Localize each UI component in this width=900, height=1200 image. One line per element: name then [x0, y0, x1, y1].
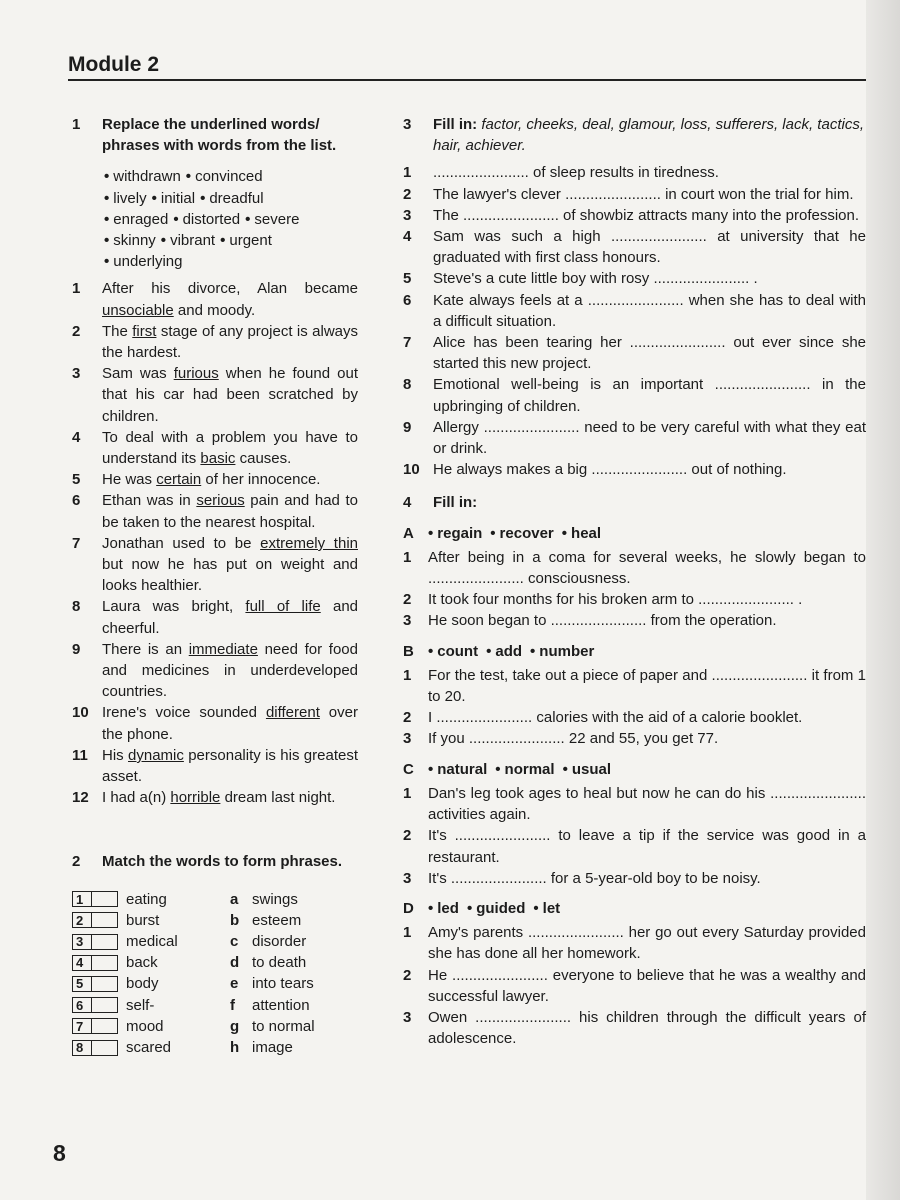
sentence — [403, 825, 866, 867]
word-list-word: enraged — [113, 210, 169, 228]
sentence-number: 10 — [403, 461, 420, 479]
sentence — [403, 707, 866, 728]
sentence — [403, 728, 866, 749]
sentence-text — [102, 363, 358, 427]
match-row — [72, 931, 358, 952]
sentence-text: Steve's a cute little boy with rosy ....................... . — [433, 270, 758, 288]
sentence-part: dream last night. — [220, 789, 336, 807]
sentence-text: The lawyer's clever ....................... in court won the trial for him. — [433, 185, 854, 203]
sentence — [403, 226, 866, 268]
sentence-text — [102, 702, 358, 744]
word-list-line — [104, 166, 358, 187]
group-option — [495, 759, 554, 780]
word-list-line — [104, 251, 358, 272]
word-list-item — [161, 232, 215, 249]
match-row — [72, 1016, 358, 1037]
sentence-number: 5 — [403, 270, 412, 288]
exercise-3-title-words: factor, cheeks, deal, glamour, loss, sufferers, lack, tactics, hair, achiever. — [433, 116, 864, 155]
sentence-number: 3 — [403, 730, 412, 748]
answer-box[interactable] — [92, 912, 118, 928]
sentence-text: Allergy ....................... need to be very careful with what they eat or drink. — [433, 418, 866, 458]
sentence-part: Irene's voice sounded — [102, 704, 266, 722]
match-letter: h — [230, 1039, 240, 1057]
module-header — [68, 53, 866, 81]
exercise-1-number: 1 — [72, 116, 81, 133]
sentence-text: ....................... of sleep results in tiredness. — [433, 164, 719, 182]
word-list-word: skinny — [113, 232, 156, 250]
bullet-icon: • — [151, 189, 157, 207]
sentence-text: It took four months for his broken arm to ....................... . — [428, 591, 803, 609]
word-list-item — [245, 211, 299, 228]
sentence — [403, 589, 866, 610]
group-option — [562, 523, 601, 544]
sentence-text — [102, 745, 358, 787]
underlined-phrase: furious — [173, 365, 219, 383]
exercise-3-sentences — [403, 162, 866, 480]
match-left-word: back — [126, 954, 158, 972]
match-letter: c — [230, 933, 239, 951]
sentence — [403, 184, 866, 205]
sentence-number: 1 — [403, 164, 412, 182]
word-list-item — [104, 232, 156, 249]
match-left-word: eating — [126, 890, 167, 908]
sentence — [72, 702, 358, 744]
sentence-part: To deal with a problem you have to understand its — [102, 428, 358, 468]
group-option — [490, 523, 553, 544]
match-number-box: 8 — [72, 1040, 92, 1056]
sentence — [403, 868, 866, 889]
sentence — [403, 459, 866, 480]
sentence — [403, 783, 866, 825]
bullet-icon: • — [428, 899, 434, 917]
sentence — [72, 427, 358, 469]
sentence-part: pain and had to be taken to the nearest hospital. — [102, 492, 359, 531]
exercise-4-number: 4 — [403, 494, 412, 512]
sentence-number: 2 — [403, 966, 412, 984]
word-list-word: convinced — [195, 168, 263, 186]
sentence-number: 6 — [72, 492, 81, 510]
sentence-text — [102, 787, 358, 808]
answer-box[interactable] — [92, 1040, 118, 1056]
group-option — [467, 898, 525, 919]
sentence-text: He always makes a big ....................... out of nothing. — [433, 461, 787, 479]
sentence-number: 2 — [403, 709, 412, 727]
bullet-icon: • — [104, 253, 110, 271]
sentence — [72, 639, 358, 703]
word-list-item — [104, 211, 168, 228]
word-list-line — [104, 188, 358, 209]
match-right-word: to death — [252, 954, 307, 972]
match-row — [72, 995, 358, 1016]
option-word: natural — [437, 760, 488, 778]
sentence-part: After his divorce, Alan became — [102, 280, 358, 298]
sentence-part: when he found out that his car had been scratched by children. — [102, 365, 358, 425]
sentence — [72, 278, 358, 320]
word-list-word: dreadful — [209, 189, 264, 207]
option-word: regain — [437, 524, 483, 542]
sentence-part: Ethan was in — [102, 492, 197, 510]
sentence — [72, 469, 358, 490]
word-list-item — [104, 253, 182, 270]
match-letter: a — [230, 890, 239, 908]
page-edge — [866, 0, 900, 1200]
word-list-word: severe — [254, 210, 300, 228]
match-number-box: 5 — [72, 976, 92, 992]
exercise-4-groups — [403, 523, 866, 1050]
bullet-icon: • — [486, 642, 492, 660]
group-heading — [403, 523, 866, 544]
match-number-box: 3 — [72, 934, 92, 950]
word-list-line — [104, 209, 358, 230]
answer-box[interactable] — [92, 891, 118, 907]
answer-box[interactable] — [92, 976, 118, 992]
sentence-number: 1 — [403, 548, 412, 566]
sentence-text: I ....................... calories with the aid of a calorie booklet. — [428, 709, 803, 727]
sentence-part: need for food and medicines in underdeveloped countries. — [102, 640, 358, 701]
bullet-icon: • — [104, 189, 110, 207]
match-right-word: swings — [252, 890, 298, 908]
sentence-number: 2 — [403, 185, 412, 203]
sentence-number: 1 — [403, 924, 412, 942]
sentence — [72, 363, 358, 427]
sentence-part: and moody. — [173, 301, 256, 319]
sentence-number: 3 — [403, 1008, 412, 1026]
sentence-part: of her innocence. — [201, 471, 321, 489]
left-column — [72, 114, 358, 1058]
sentence-number: 9 — [72, 640, 81, 658]
sentence-text: If you ....................... 22 and 55, you get 77. — [428, 730, 719, 748]
exercise-3-heading — [403, 114, 866, 156]
option-word: led — [437, 899, 459, 917]
underlined-phrase: different — [265, 704, 320, 722]
sentence-text: Owen ....................... his children through the difficult years of adolescence. — [428, 1008, 866, 1048]
word-list-word: initial — [160, 189, 196, 207]
module-title: Module 2 — [68, 53, 160, 76]
underlined-phrase: first — [132, 322, 157, 340]
match-right-word: attention — [252, 996, 310, 1014]
sentence — [72, 533, 358, 597]
sentence-part: Laura was bright, — [102, 598, 246, 616]
sentence-number: 3 — [403, 869, 412, 887]
match-right-word: into tears — [252, 975, 314, 993]
sentence-number: 1 — [403, 666, 412, 684]
group-option — [428, 523, 482, 544]
sentence — [403, 665, 866, 707]
match-letter: e — [230, 975, 239, 993]
sentence-part: Sam was — [102, 365, 174, 383]
group-heading — [403, 759, 866, 780]
match-right-word: image — [252, 1039, 293, 1057]
bullet-icon: • — [562, 760, 568, 778]
underlined-phrase: dynamic — [128, 746, 184, 764]
sentence-text: Kate always feels at a ....................... when she has to deal with a difficult situation. — [433, 291, 866, 330]
match-row — [72, 910, 358, 931]
sentence — [403, 290, 866, 332]
sentence-text: For the test, take out a piece of paper and ....................... it from 1 to 20. — [428, 666, 866, 706]
match-right-word: to normal — [252, 1017, 315, 1035]
match-row — [72, 1037, 358, 1058]
sentence-number: 7 — [72, 534, 81, 552]
bullet-icon: • — [245, 210, 251, 228]
underlined-phrase: serious — [196, 492, 245, 510]
match-number-box: 6 — [72, 997, 92, 1013]
sentence-number: 4 — [72, 428, 81, 446]
bullet-icon: • — [104, 232, 110, 250]
sentence — [403, 162, 866, 183]
match-letter: b — [230, 911, 240, 929]
sentence-part: but now he has put on weight and looks healthier. — [102, 556, 358, 595]
sentence-number: 8 — [72, 598, 81, 616]
exercise-3-title-label: Fill in: — [433, 116, 482, 133]
sentence-number: 10 — [72, 704, 89, 722]
match-left-word: self- — [126, 996, 155, 1014]
word-list-word: underlying — [113, 253, 183, 271]
sentence-part: stage of any project is always the hardest. — [102, 322, 358, 362]
match-row — [72, 889, 358, 910]
underlined-phrase: horrible — [170, 789, 221, 807]
sentence — [72, 596, 358, 638]
sentence-text: Sam was such a high ....................... at university that he graduated with first class honours. — [433, 228, 866, 267]
bullet-icon: • — [160, 232, 167, 250]
answer-box[interactable] — [92, 1018, 118, 1034]
group-option — [533, 898, 560, 919]
answer-box[interactable] — [92, 997, 118, 1013]
sentence-number: 8 — [403, 376, 412, 394]
sentence-text: Amy's parents ....................... her go out every Saturday provided she has done all her homework. — [428, 924, 866, 963]
sentence-text — [102, 278, 358, 320]
right-column — [403, 114, 866, 1049]
bullet-icon: • — [428, 642, 434, 660]
answer-box[interactable] — [92, 955, 118, 971]
sentence-number: 3 — [403, 206, 412, 224]
word-list-word: withdrawn — [113, 168, 181, 186]
underlined-phrase: extremely thin — [260, 534, 358, 552]
match-number-box: 2 — [72, 912, 92, 928]
sentence-text — [102, 533, 358, 597]
option-word: let — [542, 899, 561, 917]
sentence-part: He was — [102, 471, 157, 489]
sentence-part: Jonathan used to be — [102, 534, 261, 552]
sentence — [403, 610, 866, 631]
sentence — [403, 965, 866, 1007]
match-right-word: disorder — [252, 933, 307, 951]
sentence-part: over the phone. — [102, 704, 358, 743]
exercise-2-heading — [72, 851, 358, 872]
group-option — [563, 759, 611, 780]
underlined-phrase: full of life — [245, 598, 321, 616]
bullet-icon: • — [428, 524, 434, 542]
match-left-word: burst — [126, 911, 160, 929]
sentence — [72, 490, 358, 532]
exercise-2-number: 2 — [72, 852, 81, 870]
sentence-number: 2 — [403, 591, 412, 609]
exercise-1-title: Replace the underlined words/ phrases with words from the list. — [102, 116, 337, 155]
bullet-icon: • — [200, 189, 206, 207]
sentence — [403, 1007, 866, 1049]
sentence-number: 1 — [72, 280, 81, 298]
sentence-number: 1 — [403, 784, 412, 802]
sentence-text: It's ....................... to leave a tip if the service was good in a restaurant. — [428, 827, 866, 866]
word-list-item — [220, 232, 272, 249]
match-left-word: body — [126, 975, 159, 993]
sentence-text — [102, 427, 358, 469]
bullet-icon: • — [185, 168, 192, 186]
sentence — [403, 332, 866, 374]
exercise-3-number: 3 — [403, 116, 412, 133]
sentence-number: 2 — [72, 322, 81, 340]
option-word: count — [437, 642, 479, 660]
answer-box[interactable] — [92, 934, 118, 950]
sentence — [403, 417, 866, 459]
word-list-item — [173, 211, 240, 228]
word-list-word: distorted — [182, 210, 241, 228]
match-left-word: medical — [126, 933, 178, 951]
word-list-item — [104, 190, 147, 207]
option-word: recover — [499, 524, 554, 542]
sentence-text: After being in a coma for several weeks, he slowly began to ....................... consciousness. — [428, 548, 866, 588]
sentence-part: The — [102, 322, 133, 340]
sentence-number: 11 — [72, 746, 88, 764]
sentence-number: 3 — [72, 365, 81, 383]
word-list-item — [104, 168, 181, 185]
exercise-2-title: Match the words to form phrases. — [102, 852, 343, 870]
match-row — [72, 952, 358, 973]
bullet-icon: • — [561, 524, 568, 542]
option-word: normal — [504, 760, 555, 778]
option-word: heal — [571, 524, 602, 542]
sentence — [72, 321, 358, 363]
exercise-1-heading — [72, 114, 358, 156]
group-option — [428, 641, 478, 662]
match-number-box: 7 — [72, 1018, 92, 1034]
bullet-icon: • — [530, 642, 536, 660]
bullet-icon: • — [220, 232, 226, 250]
sentence-part: personality is his greatest asset. — [102, 746, 358, 786]
group-option — [530, 641, 594, 662]
underlined-phrase: basic — [200, 450, 236, 468]
word-list-item — [200, 190, 263, 207]
sentence-part: His — [102, 746, 129, 764]
sentence-text — [102, 639, 358, 703]
option-word: number — [539, 642, 595, 660]
group-letter: C — [403, 760, 414, 778]
sentence-part: and cheerful. — [102, 598, 359, 637]
sentence — [403, 268, 866, 289]
sentence — [72, 745, 358, 787]
sentence-number: 2 — [403, 827, 412, 845]
bullet-icon: • — [533, 899, 539, 917]
sentence — [403, 374, 866, 416]
match-number-box: 1 — [72, 891, 92, 907]
group-option — [428, 898, 459, 919]
sentence-number: 12 — [72, 789, 89, 807]
bullet-icon: • — [104, 210, 110, 228]
sentence-number: 5 — [72, 471, 81, 489]
sentence-number: 3 — [403, 612, 412, 630]
group-letter: D — [403, 899, 414, 917]
sentence — [403, 922, 866, 964]
word-list-word: urgent — [229, 232, 272, 250]
sentence-text: The ....................... of showbiz attracts many into the profession. — [433, 206, 860, 224]
sentence-number: 9 — [403, 418, 412, 436]
underlined-phrase: certain — [156, 471, 202, 489]
sentence — [403, 205, 866, 226]
exercise-1-sentences — [72, 278, 358, 808]
exercise-4-heading — [403, 492, 866, 513]
sentence-part: There is an — [102, 640, 189, 658]
match-left-word: scared — [126, 1039, 172, 1057]
word-list-word: vibrant — [170, 232, 216, 250]
match-left-word: mood — [126, 1017, 164, 1035]
underlined-phrase: immediate — [188, 640, 258, 658]
option-word: add — [495, 642, 523, 660]
word-list-word: lively — [113, 189, 147, 207]
option-word: guided — [476, 899, 526, 917]
sentence-text: Emotional well-being is an important ....................... in the upbringing of children. — [433, 376, 866, 415]
bullet-icon: • — [104, 168, 110, 186]
page-number: 8 — [53, 1140, 66, 1166]
group-option — [486, 641, 522, 662]
sentence-part: causes. — [235, 450, 292, 468]
word-list-item — [152, 190, 195, 207]
group-letter: A — [403, 524, 414, 542]
option-word: usual — [571, 760, 612, 778]
sentence-text: He ....................... everyone to believe that he was a wealthy and successful lawyer. — [428, 966, 866, 1005]
sentence-number: 6 — [403, 291, 412, 309]
sentence — [72, 787, 358, 808]
sentence-text: It's ....................... for a 5-year-old boy to be noisy. — [428, 869, 761, 887]
sentence — [403, 547, 866, 589]
bullet-icon: • — [173, 210, 179, 228]
group-option — [428, 759, 487, 780]
bullet-icon: • — [428, 760, 434, 778]
sentence-text — [102, 490, 358, 532]
match-number-box: 4 — [72, 955, 92, 971]
exercise-4-title: Fill in: — [433, 494, 478, 512]
group-heading — [403, 641, 866, 662]
word-list-line — [104, 230, 358, 251]
match-letter: g — [230, 1017, 240, 1035]
underlined-phrase: unsociable — [102, 301, 174, 319]
sentence-text: Alice has been tearing her ....................... out ever since she started this new project. — [433, 334, 866, 373]
sentence-text — [102, 469, 358, 490]
bullet-icon: • — [490, 524, 496, 542]
sentence-text — [102, 321, 358, 363]
sentence-number: 4 — [403, 228, 412, 246]
bullet-icon: • — [466, 899, 473, 917]
sentence-number: 7 — [403, 334, 412, 352]
sentence-text — [102, 596, 358, 638]
matching-table — [72, 889, 358, 1059]
match-letter: d — [230, 954, 240, 972]
match-row — [72, 973, 358, 994]
group-letter: B — [403, 642, 414, 660]
match-right-word: esteem — [252, 911, 302, 929]
word-list — [104, 166, 358, 272]
match-letter: f — [230, 996, 235, 1014]
word-list-item — [186, 168, 263, 185]
sentence-text: He soon began to ....................... from the operation. — [428, 612, 777, 630]
sentence-part: I had a(n) — [102, 789, 171, 807]
group-heading — [403, 898, 866, 919]
sentence-text: Dan's leg took ages to heal but now he can do his ....................... activities again. — [428, 784, 866, 824]
bullet-icon: • — [495, 760, 501, 778]
